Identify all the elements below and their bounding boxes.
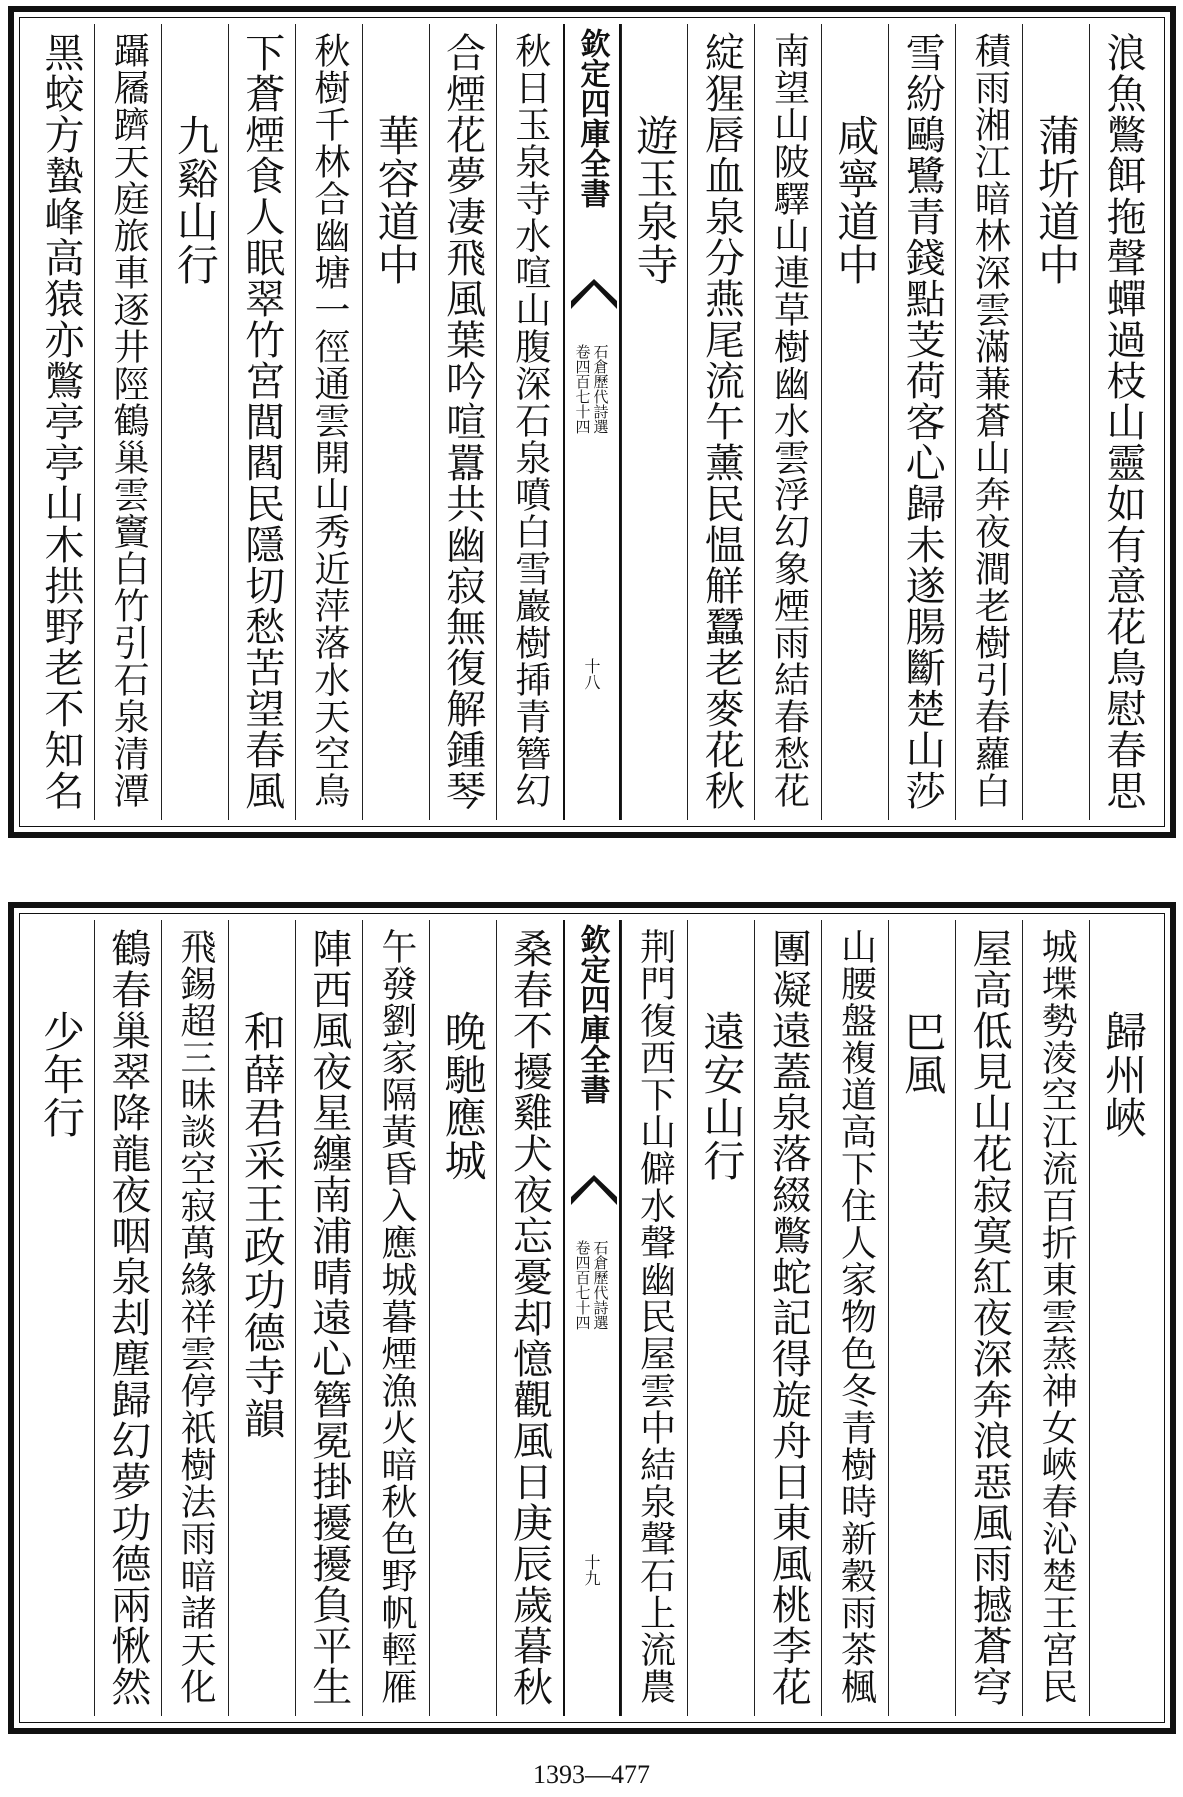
poem-text-column (496, 920, 563, 1716)
poem-line: 團凝遠蓋泉落綴鷩蛇記得旋舟日東風桃李花 (765, 928, 812, 1707)
column-text-wrap (1090, 1010, 1156, 1790)
poem-line: 城堞勢淩空江流百折東雲蒸神女峽春沁楚王宮民 (1036, 928, 1078, 1705)
column-text-wrap (363, 928, 429, 1708)
poem-line: 飛錫超三昧談空寂萬緣祥雲停祇樹法雨暗諸天化 (175, 928, 217, 1705)
poem-title-column (362, 24, 429, 820)
center-fold (563, 920, 621, 1716)
poem-title: 少年行 (36, 1010, 86, 1139)
poem-text-column (429, 24, 496, 820)
poem-title-column (161, 24, 228, 820)
fishtail-ornament (571, 279, 617, 309)
poem-line: 山腰盤複道高下住人家物色冬青樹時新穀雨茶楓 (835, 928, 877, 1705)
volume-label: 卷四百七十四 (573, 1240, 592, 1330)
poem-line: 桑春不擾雞犬夜忘憂却憶觀風日庚辰歲暮秋 (506, 928, 553, 1707)
poem-title: 晚馳應城 (438, 1010, 488, 1182)
poem-title: 遊玉泉寺 (630, 114, 680, 286)
page-top (8, 6, 1176, 838)
poem-title: 九谿山行 (170, 114, 220, 286)
bottom-columns (28, 920, 1156, 1716)
column-text-wrap (229, 1010, 295, 1790)
column-text-wrap (956, 32, 1022, 812)
poem-line: 綻猩唇血泉分燕尾流午薰民愠觧蠶老麥花秋 (698, 32, 745, 811)
leaf-number: 十八 (582, 658, 601, 690)
poem-text-column (687, 24, 754, 820)
column-text-wrap (28, 32, 94, 812)
poem-text-column (1089, 24, 1156, 820)
poem-text-column (94, 920, 161, 1716)
poem-title-column (621, 24, 688, 820)
poem-title-column (821, 24, 888, 820)
poem-line: 雪紛鷗鷺青錢點芰荷客心歸未遂腸斷楚山莎 (899, 32, 946, 811)
column-text-wrap (622, 928, 688, 1708)
column-text-wrap (755, 928, 821, 1708)
fold-meta (565, 1240, 619, 1330)
poem-title-column (687, 920, 754, 1716)
volume-label: 卷四百七十四 (573, 344, 592, 434)
column-text-wrap (497, 928, 563, 1708)
column-text-wrap (28, 1010, 94, 1790)
poem-line: 躡屩躋天庭旅車逐井陘鶴巢雲竇白竹引石泉清潭 (108, 32, 150, 809)
column-text-wrap (296, 32, 362, 812)
poem-text-column (362, 920, 429, 1716)
column-text-wrap (363, 114, 429, 894)
poem-text-column (228, 24, 295, 820)
poem-line: 黑蛟方蟄峰高猿亦鷩亭亭山木拱野老不知名 (37, 32, 84, 811)
column-text-wrap (1023, 928, 1089, 1708)
poem-line: 午發劉家隔黃昏入應城暮煙漁火暗秋色野帆輕雁 (375, 928, 417, 1705)
column-text-wrap (430, 1010, 496, 1790)
poem-text-column (955, 920, 1022, 1716)
column-text-wrap (822, 114, 888, 894)
column-text-wrap (229, 32, 295, 812)
column-text-wrap (296, 928, 362, 1708)
column-text-wrap (956, 928, 1022, 1708)
library-title: 欽定四庫全書 (574, 924, 610, 1104)
column-text-wrap (95, 928, 161, 1708)
leaf-number-wrap (565, 1554, 619, 1586)
column-text-wrap (688, 1010, 754, 1790)
poem-text-column (821, 920, 888, 1716)
poem-line: 陣西風夜星纏南浦晴遠心簪冕掛擾擾負平生 (305, 928, 352, 1707)
poem-title-column (228, 920, 295, 1716)
poem-text-column (888, 24, 955, 820)
poem-text-column (621, 920, 688, 1716)
column-text-wrap (162, 114, 228, 894)
column-text-wrap (688, 32, 754, 812)
book-title: 石倉歷代詩選 (591, 344, 610, 434)
poem-line: 鶴春巢翠降龍夜咽泉刦塵歸幻夢功德兩愀然 (104, 928, 151, 1707)
column-text-wrap (755, 32, 821, 812)
page-number: 1393—477 (533, 1760, 650, 1789)
fold-meta (565, 344, 619, 434)
poem-text-column (955, 24, 1022, 820)
column-text-wrap (889, 32, 955, 812)
book-title: 石倉歷代詩選 (591, 1240, 610, 1330)
poem-title-column (429, 920, 496, 1716)
library-title: 欽定四庫全書 (574, 28, 610, 208)
poem-text-column (754, 920, 821, 1716)
leaf-number-wrap (565, 658, 619, 690)
poem-title-column (888, 920, 955, 1716)
poem-text-column (94, 24, 161, 820)
poem-line: 下蒼煙食人眠翠竹宮閭閻民隱切愁苦望春風 (238, 32, 285, 811)
poem-text-column (754, 24, 821, 820)
column-text-wrap (497, 32, 563, 812)
poem-text-column (496, 24, 563, 820)
column-text-wrap (162, 928, 228, 1708)
poem-title-column (28, 920, 94, 1716)
poem-title: 華容道中 (371, 114, 421, 286)
column-text-wrap (1090, 32, 1156, 812)
poem-text-column (161, 920, 228, 1716)
poem-title: 和薛君采王政功德寺韻 (237, 1010, 287, 1440)
poem-title: 巴風 (898, 1010, 948, 1096)
poem-title: 咸寧道中 (831, 114, 881, 286)
poem-title-column (1089, 920, 1156, 1716)
poem-title-column (1022, 24, 1089, 820)
center-fold (563, 24, 621, 820)
library-title-wrap (565, 924, 619, 1104)
column-text-wrap (1023, 114, 1089, 894)
poem-title: 歸州峽 (1099, 1010, 1149, 1139)
column-text-wrap (430, 32, 496, 812)
poem-line: 荆門復西下山僻水聲幽民屋雲中結泉聲石上流農 (634, 928, 676, 1705)
poem-line: 積雨湘江暗林深雲滿蒹蒼山奔夜澗老樹引春蘿白 (969, 32, 1011, 809)
poem-text-column (295, 920, 362, 1716)
poem-text-column (1022, 920, 1089, 1716)
page-bottom (8, 902, 1176, 1734)
column-text-wrap (822, 928, 888, 1708)
column-text-wrap (622, 114, 688, 894)
poem-text-column (295, 24, 362, 820)
library-title-wrap (565, 28, 619, 208)
poem-title: 遠安山行 (697, 1010, 747, 1182)
poem-line: 秋日玉泉寺水喧山腹深石泉噴白雪巖樹揷青簪幻 (509, 32, 551, 809)
column-text-wrap (889, 1010, 955, 1790)
column-text-wrap (95, 32, 161, 812)
poem-line: 合煙花夢凄飛風葉吟喧囂共幽寂無復解鍾琴 (439, 32, 486, 811)
poem-line: 浪魚鷩餌拖聲蟬過枝山靈如有意花鳥慰春思 (1100, 32, 1147, 811)
fishtail-ornament (571, 1175, 617, 1205)
top-columns (28, 24, 1156, 820)
leaf-number: 十九 (582, 1554, 601, 1586)
poem-text-column (28, 24, 94, 820)
poem-title: 蒲圻道中 (1032, 114, 1082, 286)
poem-line: 屋高低見山花寂寞紅夜深奔浪惡風雨撼蒼穹 (966, 928, 1013, 1707)
poem-line: 南望山陂驛山連草樹幽水雲浮幻象煙雨結春愁花 (768, 32, 810, 809)
poem-line: 秋樹千林合幽塘一徑通雲開山秀近萍落水天空鳥 (308, 32, 350, 809)
